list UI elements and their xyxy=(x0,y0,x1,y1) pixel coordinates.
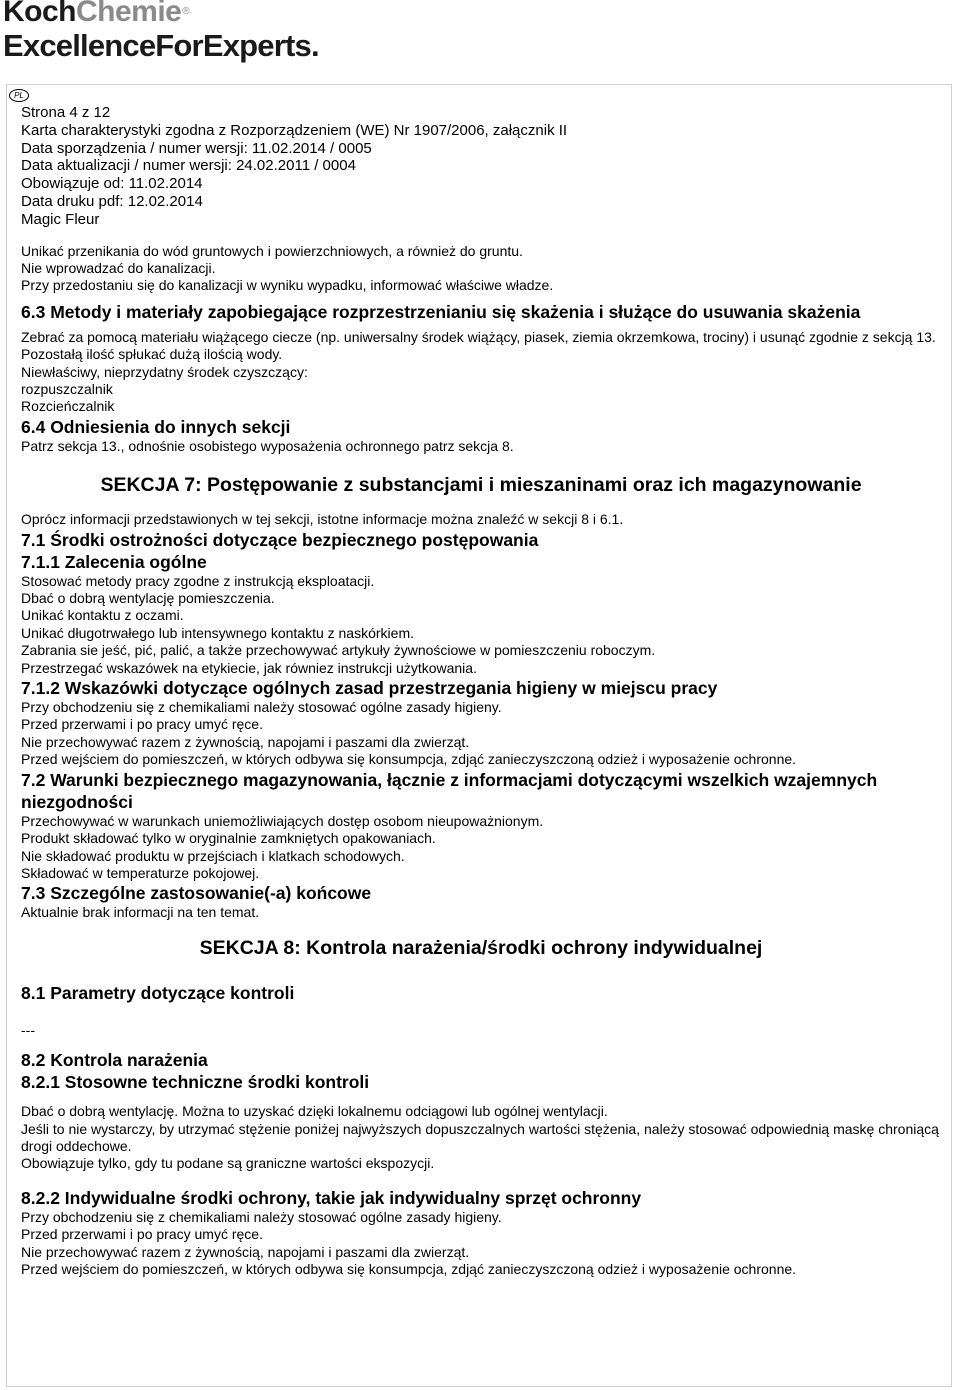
section-7-1-heading: 7.1 Środki ostrożności dotyczące bezpiecznego postępowania xyxy=(21,529,539,550)
section-8-2-2-heading: 8.2.2 Indywidualne środki ochrony, takie jak indywidualny sprzęt ochronny xyxy=(21,1187,642,1208)
brand-name: KochChemie® xyxy=(3,0,190,28)
product-name: Magic Fleur xyxy=(21,210,100,228)
creation-date: Data sporządzenia / numer wersji: 11.02.2014 / 0005 xyxy=(21,139,372,157)
paragraph: Stosować metody pracy zgodne z instrukcją eksploatacji. xyxy=(21,572,375,589)
paragraph: Przechowywać w warunkach uniemożliwiających dostęp osobom nieupoważnionym. xyxy=(21,812,544,829)
section-6-3-heading: 6.3 Metody i materiały zapobiegające rozprzestrzenianiu się skażenia i służące do usuwania skażenia xyxy=(21,301,861,322)
paragraph: Składować w temperaturze pokojowej. xyxy=(21,864,260,881)
section-8-2-1-heading: 8.2.1 Stosowne techniczne środki kontroli xyxy=(21,1072,370,1093)
paragraph: Przestrzegać wskazówek na etykiecie, jak równiez instrukcji użytkowania. xyxy=(21,659,477,676)
brand-slogan: ExcellenceForExperts. xyxy=(3,28,319,63)
paragraph: Unikać kontaktu z oczami. xyxy=(21,607,184,624)
document-body xyxy=(21,104,941,1278)
revision-date: Data aktualizacji / numer wersji: 24.02.2011 / 0004 xyxy=(21,157,356,175)
paragraph: Pozostałą ilość spłukać dużą ilością wody. xyxy=(21,346,283,363)
paragraph: Zebrać za pomocą materiału wiążącego ciecze (np. uniwersalny środek wiążący, piasek, ziemia okrzemkowa, trociny) i usunąć zgodnie z sekcją 13. xyxy=(21,328,936,345)
paragraph: Unikać przenikania do wód gruntowych i powierzchniowych, a również do gruntu. xyxy=(21,242,523,259)
paragraph: Aktualnie brak informacji na ten temat. xyxy=(21,904,260,921)
section-7-3-heading: 7.3 Szczególne zastosowanie(-a) końcowe xyxy=(21,883,372,904)
paragraph: Przed wejściem do pomieszczeń, w których odbywa się konsumpcja, zdjąć zanieczyszczoną odzież i wyposażenie ochronne. xyxy=(21,1260,797,1277)
paragraph: Obowiązuje tylko, gdy tu podane są graniczne wartości ekspozycji. xyxy=(21,1155,435,1172)
paragraph: Oprócz informacji przedstawionych w tej sekcji, istotne informacje można znaleźć w sekcji 8 i 6.1. xyxy=(21,511,624,528)
no-data-marker: --- xyxy=(21,1021,35,1038)
paragraph: Nie przechowywać razem z żywnością, napojami i paszami dla zwierząt. xyxy=(21,1243,470,1260)
paragraph: Nie przechowywać razem z żywnością, napojami i paszami dla zwierząt. xyxy=(21,733,470,750)
document-header xyxy=(21,104,941,229)
paragraph: Nie wprowadzać do kanalizacji. xyxy=(21,259,216,276)
section-8-1-heading: 8.1 Parametry dotyczące kontroli xyxy=(21,982,295,1003)
paragraph: Przy obchodzeniu się z chemikaliami należy stosować ogólne zasady higieny. xyxy=(21,699,502,716)
paragraph: Przy przedostaniu się do kanalizacji w wyniku wypadku, informować właściwe władze. xyxy=(21,277,554,294)
section-7-2-heading: 7.2 Warunki bezpiecznego magazynowania, łącznie z informacjami dotyczącymi wszelkich wzajemnych niezgodności xyxy=(21,769,878,812)
paragraph: rozpuszczalnik xyxy=(21,381,113,398)
section-7-1-1-heading: 7.1.1 Zalecenia ogólne xyxy=(21,551,207,572)
paragraph: Rozcieńczalnik xyxy=(21,398,115,415)
paragraph: Przed przerwami i po pracy umyć ręce. xyxy=(21,716,263,733)
company-logo xyxy=(0,0,340,80)
section-8-title: SEKCJA 8: Kontrola narażenia/środki ochrony indywidualnej xyxy=(199,936,763,959)
page-number: Strona 4 z 12 xyxy=(21,104,111,121)
paragraph: Produkt składować tylko w oryginalnie zamkniętych opakowaniach. xyxy=(21,830,436,847)
paragraph: Zabrania sie jeść, pić, palić, a także przechowywać artykuły żywnościowe w pomieszczeniu roboczym. xyxy=(21,642,656,659)
paragraph: Dbać o dobrą wentylację pomieszczenia. xyxy=(21,590,275,607)
paragraph: Patrz sekcja 13., odnośnie osobistego wyposażenia ochronnego patrz sekcja 8. xyxy=(21,437,514,454)
valid-from: Obowiązuje od: 11.02.2014 xyxy=(21,175,203,193)
paragraph: Przed wejściem do pomieszczeń, w których odbywa się konsumpcja, zdjąć zanieczyszczoną odzież i wyposażenie ochronne. xyxy=(21,751,797,768)
print-date: Data druku pdf: 12.02.2014 xyxy=(21,192,203,210)
paragraph: Dbać o dobrą wentylację. Można to uzyskać dzięki lokalnemu odciągowi lub ogólnej wentylacji. xyxy=(21,1103,608,1120)
section-7-title: SEKCJA 7: Postępowanie z substancjami i mieszaninami oraz ich magazynowanie xyxy=(100,474,862,497)
language-badge: PL xyxy=(9,89,29,102)
sds-regulation: Karta charakterystyki zgodna z Rozporządzeniem (WE) Nr 1907/2006, załącznik II xyxy=(21,121,568,139)
section-6-4-heading: 6.4 Odniesienia do innych sekcji xyxy=(21,416,291,437)
paragraph: Przy obchodzeniu się z chemikaliami należy stosować ogólne zasady higieny. xyxy=(21,1208,502,1225)
section-7-1-2-heading: 7.1.2 Wskazówki dotyczące ogólnych zasad przestrzegania higieny w miejscu pracy xyxy=(21,678,718,699)
paragraph: Niewłaściwy, nieprzydatny środek czyszczący: xyxy=(21,363,308,380)
paragraph: Unikać długotrwałego lub intensywnego kontaktu z naskórkiem. xyxy=(21,624,414,641)
paragraph: Jeśli to nie wystarczy, by utrzymać stężenie poniżej najwyższych dopuszczalnych wartości stężenia, należy stosować odpowiednią maskę chroniącą drogi oddechowe. xyxy=(21,1120,939,1154)
paragraph: Przed przerwami i po pracy umyć ręce. xyxy=(21,1226,263,1243)
section-8-2-heading: 8.2 Kontrola narażenia xyxy=(21,1050,208,1071)
paragraph: Nie składować produktu w przejściach i klatkach schodowych. xyxy=(21,847,405,864)
